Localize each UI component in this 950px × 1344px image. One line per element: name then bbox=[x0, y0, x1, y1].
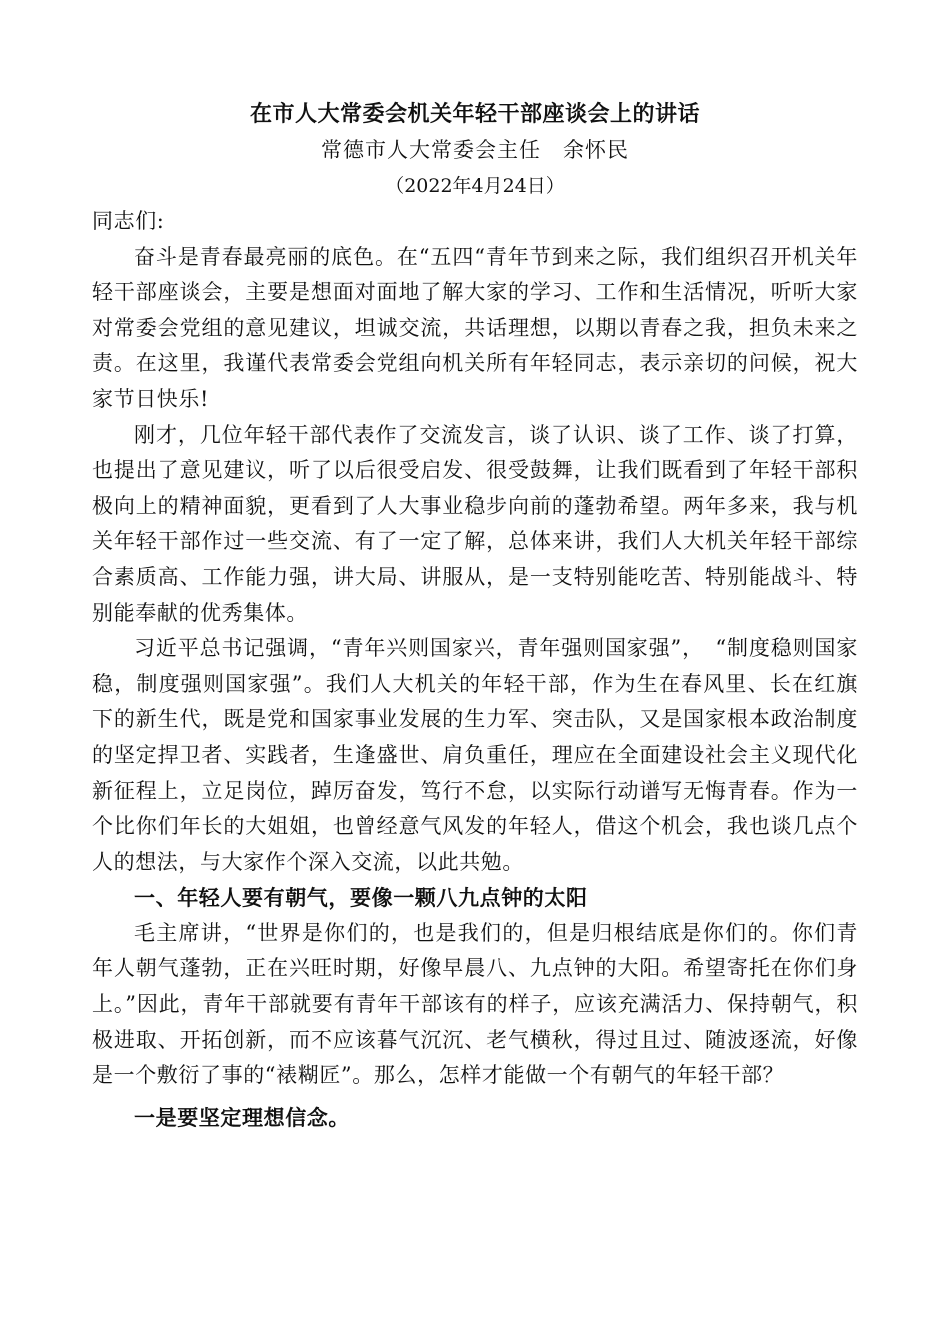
section-heading: 一、年轻人要有朝气，要像一颗八九点钟的太阳 bbox=[134, 885, 588, 911]
paragraph-section-one: 毛主席讲，“世界是你们的，也是我们的，但是归根结底是你们的。你们青年人朝气蓬勃，正在兴旺时期，好像早晨八、九点钟的大阳。希望寄托在你们身上。”因此，青年干部就要有青年干部该有的样子，应该充满活力、保持朝气，积极进取、开拓创新，而不应该暮气沉沉、老气横秋，得过且过、随波逐流，好像是一个敷衍了事的“裱糊匠”。那么，怎样才能做一个有朝气的年轻干部？ bbox=[92, 920, 858, 1088]
paragraph-quote: 习近平总书记强调，“青年兴则国家兴，青年强则国家强”， “制度稳则国家稳，制度强则国家强”。我们人大机关的年轻干部，作为生在春风里、长在红旗下的新生代，既是党和国家事业发展的生力军、突击队，又是国家根本政治制度的坚定捍卫者、实践者，生逢盛世、肩负重任，理应在全面建设社会主义现代化新征程上，立足岗位，踔厉奋发，笃行不怠，以实际行动谱写无悔青春。作为一个比你们年长的大姐姐，也曾经意气风发的年轻人，借这个机会，我也谈几点个人的想法，与大家作个深入交流，以此共勉。 bbox=[92, 636, 858, 874]
speech-title: 在市人大常委会机关年轻干部座谈会上的讲话 bbox=[249, 101, 700, 127]
author-line: 常德市人大常委会主任 余怀民 bbox=[321, 138, 629, 162]
speech-body bbox=[92, 204, 858, 1135]
salutation: 同志们: bbox=[92, 209, 165, 233]
subheading: 一是要坚定理想信念。 bbox=[134, 1104, 350, 1130]
paragraph-opening: 奋斗是青春最亮丽的底色。在“五四“青年节到来之际，我们组织召开机关年轻干部座谈会，主要是想面对面地了解大家的学习、工作和生活情况，听听大家对常委会党组的意见建议，坦诚交流，共话理想，以期以青春之我，担负未来之责。在这里，我谨代表常委会党组向机关所有年轻同志，表示亲切的问候，祝大家节日快乐! bbox=[92, 244, 858, 411]
paragraph-reflection: 刚才，几位年轻干部代表作了交流发言，谈了认识、谈了工作、谈了打算，也提出了意见建议，听了以后很受启发、很受鼓舞，让我们既看到了年轻干部积极向上的精神面貌，更看到了人大事业稳步向前的蓬勃希望。两年多来，我与机关年轻干部作过一些交流、有了一定了解，总体来讲，我们人大机关年轻干部综合素质高、工作能力强，讲大局、讲服从，是一支特别能吃苦、特别能战斗、特别能奉献的优秀集体。 bbox=[92, 422, 858, 625]
speech-date: （2022年4月24日） bbox=[385, 175, 565, 197]
